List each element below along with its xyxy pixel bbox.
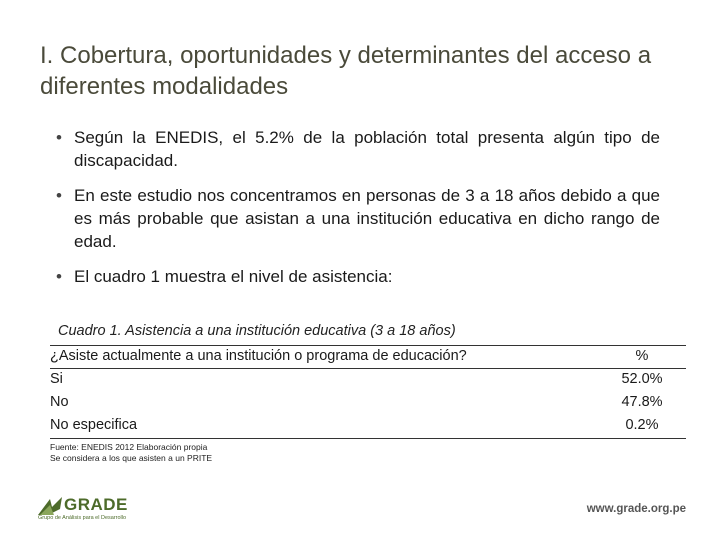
grade-logo-icon xyxy=(36,495,66,517)
table-row xyxy=(50,414,686,437)
bullet-text: El cuadro 1 muestra el nivel de asistencia: xyxy=(74,267,393,286)
attendance-table xyxy=(50,345,686,437)
table-note-prite: Se considera a los que asisten a un PRITE xyxy=(50,453,213,463)
bullet-text: Según la ENEDIS, el 5.2% de la población total presenta algún tipo de discapacidad. xyxy=(74,128,660,170)
slide-title-text: Cobertura, oportunidades y determinantes del acceso a diferentes modalidades xyxy=(40,42,652,100)
logo-subtitle: Grupo de Análisis para el Desarrollo xyxy=(38,515,127,521)
table-row xyxy=(50,391,686,414)
bullet-text: En este estudio nos concentramos en personas de 3 a 18 años debido a que es más probable que asistan a una institución educativa en dicho rango de edad. xyxy=(74,186,660,251)
table-cell-value: 52.0% xyxy=(621,371,663,387)
table-bottom-rule xyxy=(50,438,686,439)
table-cell-label: No especifica xyxy=(50,417,138,433)
slide-title-prefix: I. xyxy=(40,42,61,69)
bullet-icon: • xyxy=(56,186,62,205)
bullet-item xyxy=(56,126,660,172)
table-caption: Cuadro 1. Asistencia a una institución educativa (3 a 18 años) xyxy=(58,323,456,339)
table-header-row xyxy=(50,345,686,368)
logo-wordmark: GRADE xyxy=(64,495,128,514)
table-cell-label: Si xyxy=(50,371,63,387)
bullet-item xyxy=(56,184,660,253)
table-cell-label: No xyxy=(50,394,69,410)
grade-logo xyxy=(36,495,176,525)
website-url: www.grade.org.pe xyxy=(586,503,686,515)
bullet-icon: • xyxy=(56,267,62,286)
bullet-item xyxy=(56,265,660,288)
table-notes xyxy=(50,442,212,464)
table-row xyxy=(50,368,686,391)
table-cell-value: 47.8% xyxy=(621,394,663,410)
bullet-list xyxy=(56,126,660,300)
table-note-source: Fuente: ENEDIS 2012 Elaboración propia xyxy=(50,442,208,452)
table-cell-value: 0.2% xyxy=(625,417,659,433)
table-header-label: ¿Asiste actualmente a una institución o programa de educación? xyxy=(50,348,467,364)
slide-title xyxy=(40,40,700,102)
bullet-icon: • xyxy=(56,128,62,147)
table-header-value: % xyxy=(635,348,649,364)
